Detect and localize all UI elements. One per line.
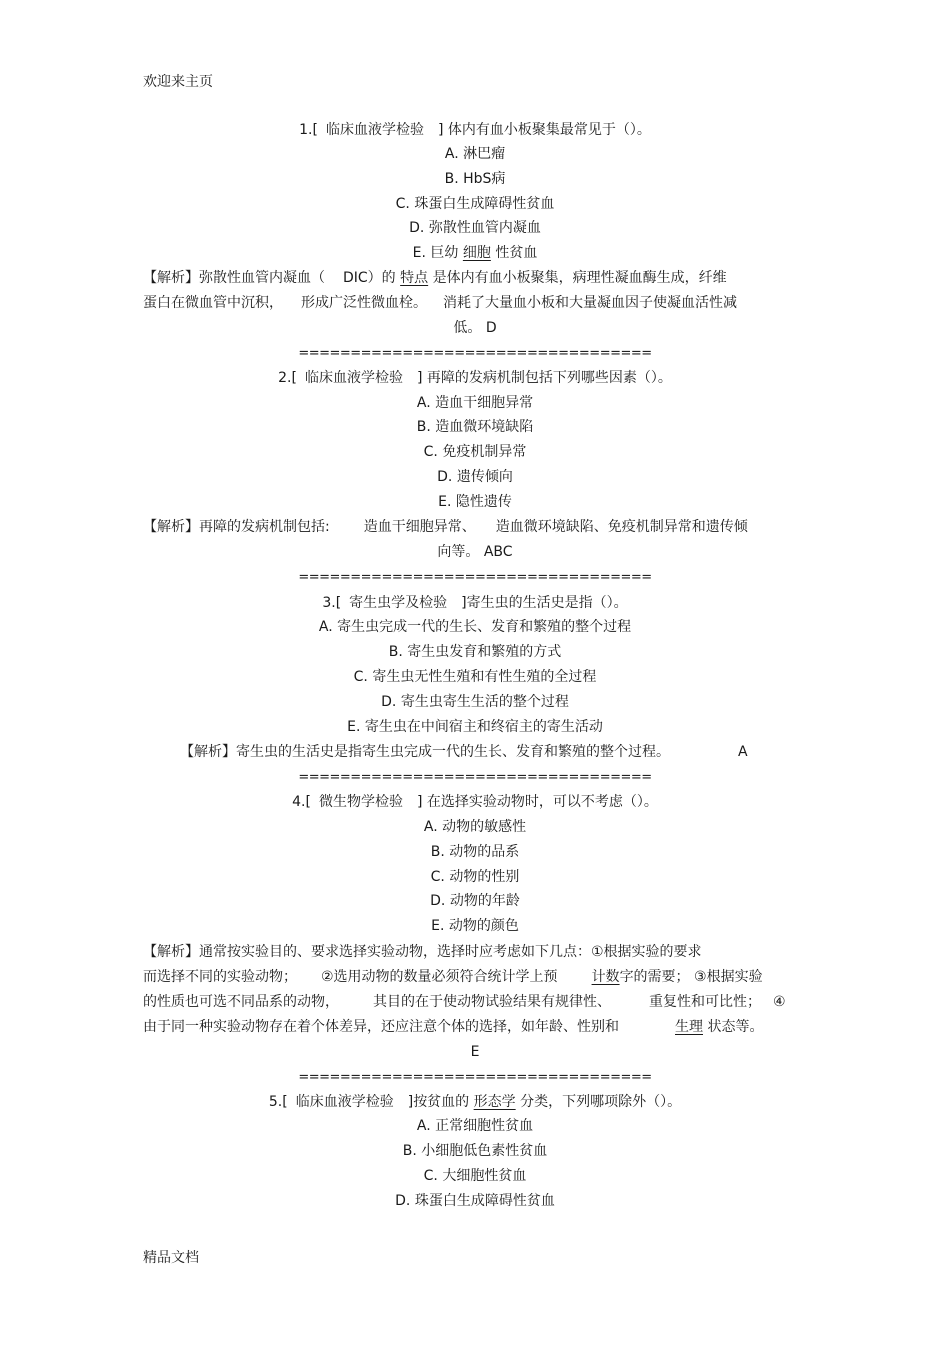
- q1-option-a: A. 淋巴瘤: [444, 146, 506, 162]
- q4-analysis-line-5: E: [470, 1044, 480, 1060]
- q3-option-c: C. 寄生虫无性生殖和有性生殖的全过程: [353, 669, 597, 685]
- q4-analysis-line-3: 的性质也可选不同品系的动物， 其目的在于使动物试验结果有规律性、 重复性和可比性； ④: [143, 994, 786, 1010]
- q4-analysis-line-1: 【解析】通常按实验目的、要求选择实验动物，选择时应考虑如下几点：①根据实验的要求: [143, 944, 702, 960]
- question-3-title: 3.[ 寄生虫学及检验 ]寄生虫的生活史是指（）。: [322, 595, 628, 611]
- question-4-title: 4.[ 微生物学检验 ] 在选择实验动物时，可以不考虑（）。: [292, 794, 658, 810]
- q1-analysis-line-3: 低。 D: [453, 320, 497, 336]
- q4-analysis-line-4: 由于同一种实验动物存在着个体差异，还应注意个体的选择，如年龄、性别和 生理 状态等。: [143, 1019, 764, 1035]
- question-2-title: 2.[ 临床血液学检验 ] 再障的发病机制包括下列哪些因素（）。: [278, 370, 672, 386]
- q4-option-b: B. 动物的品系: [430, 844, 520, 860]
- q5-option-c: C. 大细胞性贫血: [423, 1168, 527, 1184]
- q2-analysis-line-1: 【解析】再障的发病机制包括: 造血干细胞异常、 造血微环境缺陷、免疫机制异常和遗传倾: [143, 519, 748, 535]
- q4-analysis-line-2: 而选择不同的实验动物； ②选用动物的数量必须符合统计学上预 计数字的需要； ③根据实验: [143, 969, 763, 985]
- page-header: 欢迎来主页: [143, 74, 213, 90]
- question-1-title: 1.[ 临床血液学检验 ] 体内有血小板聚集最常见于（）。: [299, 122, 651, 138]
- q3-analysis-line-1: 【解析】寄生虫的生活史是指寄生虫完成一代的生长、发育和繁殖的整个过程。 A: [180, 744, 748, 760]
- q2-option-b: B. 造血微环境缺陷: [416, 419, 534, 435]
- q4-option-c: C. 动物的性别: [430, 869, 520, 885]
- q2-option-c: C. 免疫机制异常: [423, 444, 527, 460]
- q2-option-e: E. 隐性遗传: [438, 494, 512, 510]
- q2-analysis-line-2: 向等。 ABC: [437, 544, 513, 560]
- q5-option-a: A. 正常细胞性贫血: [416, 1118, 534, 1134]
- q5-option-b: B. 小细胞低色素性贫血: [402, 1143, 548, 1159]
- question-5-title: 5.[ 临床血液学检验 ]按贫血的 形态学 分类，下列哪项除外（）。: [268, 1094, 682, 1110]
- q2-option-a: A. 造血干细胞异常: [416, 395, 534, 411]
- q1-analysis-line-1: 【解析】弥散性血管内凝血（ DIC）的 特点 是体内有血小板聚集，病理性凝血酶生成，纤维: [143, 270, 727, 286]
- separator: ==================================: [298, 1070, 652, 1085]
- q5-option-d: D. 珠蛋白生成障碍性贫血: [395, 1193, 555, 1209]
- q1-option-e: E. 巨幼 细胞 性贫血: [412, 245, 538, 261]
- q1-option-c: C. 珠蛋白生成障碍性贫血: [395, 196, 555, 212]
- q1-option-b: B. HbS病: [444, 171, 506, 187]
- q3-option-e: E. 寄生虫在中间宿主和终宿主的寄生活动: [347, 719, 603, 735]
- q3-option-a: A. 寄生虫完成一代的生长、发育和繁殖的整个过程: [318, 619, 632, 635]
- q2-option-d: D. 遗传倾向: [437, 469, 513, 485]
- q1-option-d: D. 弥散性血管内凝血: [409, 220, 541, 236]
- q3-option-b: B. 寄生虫发育和繁殖的方式: [388, 644, 562, 660]
- q4-option-e: E. 动物的颜色: [431, 918, 519, 934]
- q4-option-a: A. 动物的敏感性: [423, 819, 527, 835]
- page-footer: 精品文档: [143, 1250, 199, 1266]
- q4-option-d: D. 动物的年龄: [430, 893, 520, 909]
- q1-analysis-line-2: 蛋白在微血管中沉积， 形成广泛性微血栓。 消耗了大量血小板和大量凝血因子使凝血活性减: [143, 295, 737, 311]
- separator: ==================================: [298, 770, 652, 785]
- separator: ==================================: [298, 346, 652, 361]
- q3-option-d: D. 寄生虫寄生生活的整个过程: [381, 694, 569, 710]
- separator: ==================================: [298, 570, 652, 585]
